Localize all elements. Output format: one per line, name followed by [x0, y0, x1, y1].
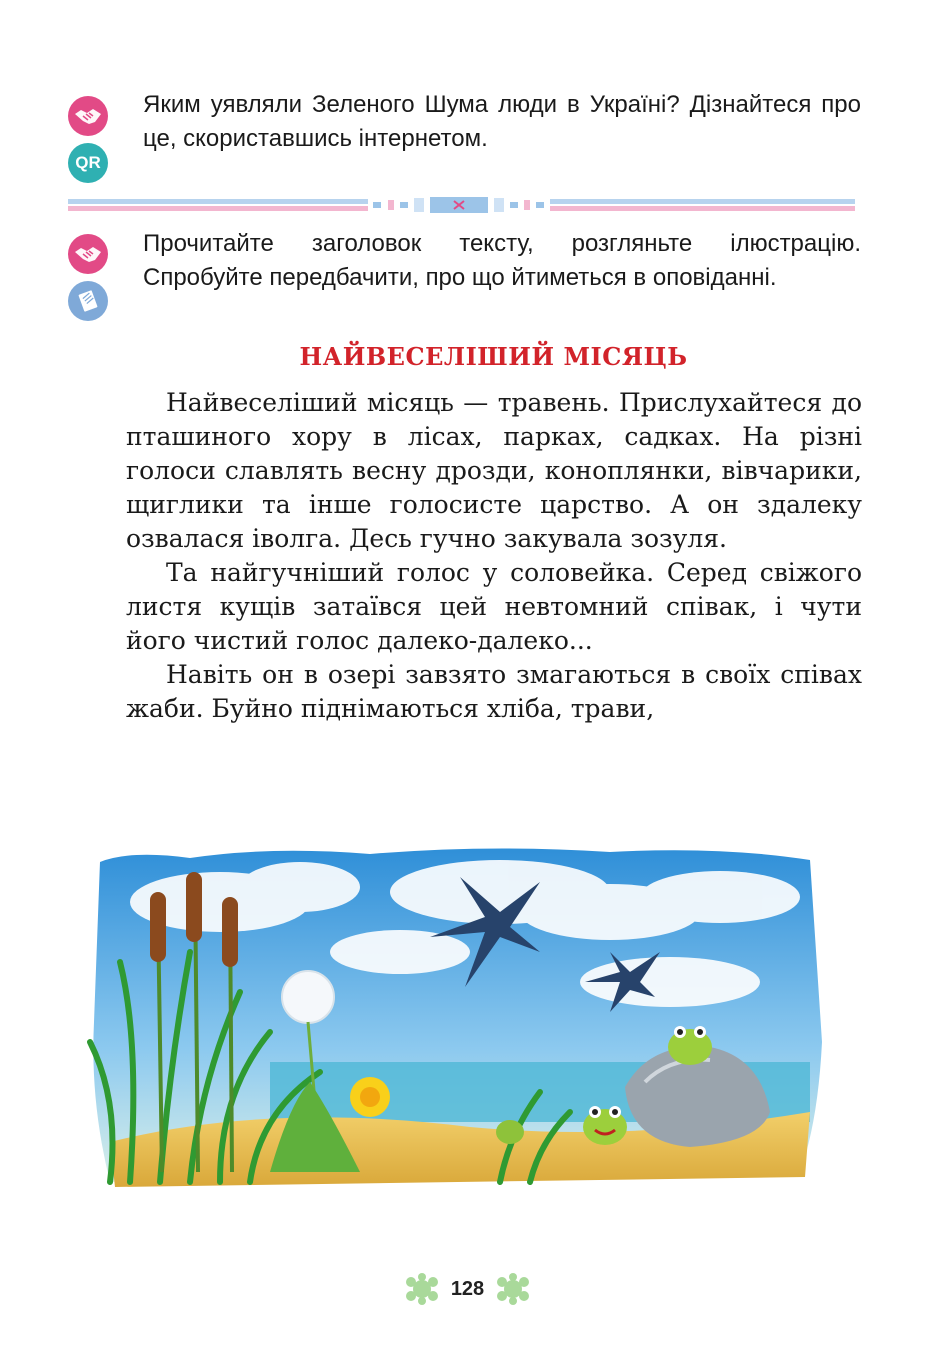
task2-text: Прочитайте заголовок тексту, розгляньте ілюстрацію. Спробуйте передбачити, про що йтиметься в оповіданні.: [143, 230, 861, 291]
story-paragraph: Навіть он в озері завзято змагаються в своїх співах жаби. Буйно піднімаються хліба, трави,: [126, 660, 862, 723]
notebook-icon: [68, 281, 108, 321]
page-number-label: 128: [450, 1277, 485, 1300]
page-number: [0, 1272, 935, 1306]
story-paragraph: Та найгучніший голос у соловейка. Серед свіжого листя кущів затаївся цей невтомний співак, і чути його чистий голос далеко-далеко...: [126, 558, 862, 655]
qr-icon: QR: [68, 143, 108, 183]
dandelion-seedhead: [282, 971, 334, 1023]
handshake-icon: [68, 234, 108, 274]
task1-icons: [68, 96, 108, 183]
story-paragraph: Найвеселіший місяць — травень. Прислухайтеся до пташиного хору в лісах, парках, садках. На різні голоси славлять весну дрозди, коноплянки, вівчарики, щиглики та інше голосисте царство. А он здалеку озвалася іволга. Десь гучно закувала зозуля.: [126, 388, 862, 553]
story-title: НАЙВЕСЕЛІШИЙ МІСЯЦЬ: [299, 342, 688, 371]
leaf-ornament-icon: [403, 1272, 441, 1306]
task1-text: Яким уявляли Зеленого Шума люди в Україні? Дізнайтеся про це, скориставшись інтернетом.: [143, 91, 861, 152]
pond-illustration: [70, 842, 832, 1200]
ornament-divider: [68, 196, 855, 214]
leaf-ornament-icon: [494, 1272, 532, 1306]
story-body: [126, 386, 862, 726]
handshake-icon: [68, 96, 108, 136]
task2-icons: [68, 234, 108, 321]
